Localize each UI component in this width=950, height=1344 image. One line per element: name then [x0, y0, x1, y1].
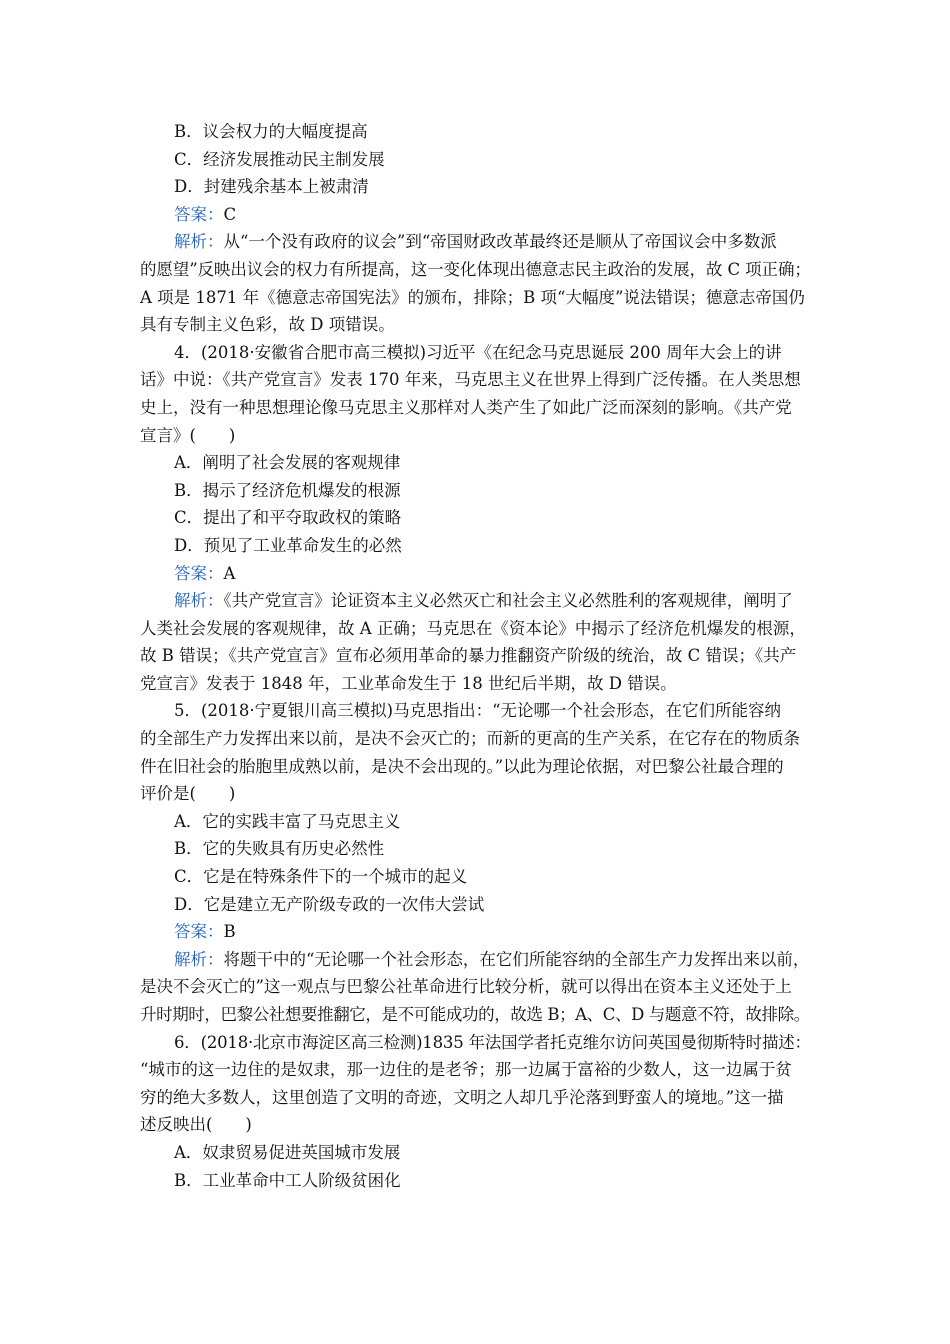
analysis-line-1	[140, 946, 812, 974]
analysis-line-1	[140, 228, 812, 256]
analysis-text: 从“一个没有政府的议会”到“帝国财政改革最终还是顺从了帝国议会中多数派	[223, 232, 777, 252]
answer-label: 答案：	[174, 204, 224, 224]
stem-line-3: 穷的绝大多数人，这里创造了文明的奇迹，文明之人却几乎沦落到野蛮人的境地。”这一描	[140, 1087, 784, 1107]
answer-line	[140, 560, 812, 588]
answer-label: 答案：	[174, 563, 224, 583]
question-5	[140, 697, 812, 1028]
answer-value: B	[223, 922, 236, 942]
question-6	[140, 1029, 812, 1195]
stem-line-1: 5．(2018·宁夏银川高三模拟)马克思指出：“无论哪一个社会形态，在它们所能容纳	[174, 701, 782, 721]
document-content	[140, 118, 812, 1194]
option-a: A．它的实践丰富了马克思主义	[174, 811, 401, 831]
question-3	[140, 118, 812, 339]
option-b: B．它的失败具有历史必然性	[174, 839, 385, 859]
analysis-label: 解析：	[174, 949, 224, 969]
option-d: D．预见了工业革命发生的必然	[174, 535, 402, 555]
option-c: C．经济发展推动民主制发展	[174, 149, 385, 169]
stem-line-2: 的全部生产力发挥出来以前，是决不会灭亡的；而新的更高的生产关系，在它存在的物质条	[140, 729, 800, 749]
option-d: D．它是建立无产阶级专政的一次伟大尝试	[174, 894, 485, 914]
stem-line-2: 话》中说：《共产党宣言》发表 170 年来，马克思主义在世界上得到广泛传播。在人类思想	[140, 370, 801, 390]
analysis-line-1	[140, 587, 812, 615]
analysis-label: 解析：	[174, 232, 224, 252]
answer-line	[140, 201, 812, 229]
stem-line-3: 史上，没有一种思想理论像马克思主义那样对人类产生了如此广泛而深刻的影响。《共产党	[140, 397, 792, 417]
stem-line-1: 4．(2018·安徽省合肥市高三模拟)习近平《在纪念马克思诞辰 200 周年大会上的讲	[174, 342, 782, 362]
option-a: A．奴隶贸易促进英国城市发展	[174, 1142, 401, 1162]
analysis-line-4: 党宣言》发表于 1848 年，工业革命发生于 18 世纪后半期，故 D 错误。	[140, 673, 677, 693]
option-b: B．工业革命中工人阶级贫困化	[174, 1170, 401, 1190]
question-4	[140, 339, 812, 698]
stem-line-4: 评价是( )	[140, 784, 236, 804]
analysis-text: 将题干中的“无论哪一个社会形态，在它们所能容纳的全部生产力发挥出来以前，	[223, 949, 810, 969]
option-c: C．它是在特殊条件下的一个城市的起义	[174, 867, 468, 887]
stem-line-4: 述反映出( )	[140, 1115, 252, 1135]
stem-line-3: 件在旧社会的胎胞里成熟以前，是决不会出现的。”以此为理论依据，对巴黎公社最合理的	[140, 756, 784, 776]
answer-value: A	[223, 563, 236, 583]
analysis-line-4: 具有专制主义色彩，故 D 项错误。	[140, 315, 395, 335]
option-b: B．议会权力的大幅度提高	[174, 122, 368, 141]
stem-line-2: “城市的这一边住的是奴隶，那一边住的是老爷；那一边属于富裕的少数人，这一边属于贫	[140, 1060, 792, 1080]
analysis-line-2: 是决不会灭亡的”这一观点与巴黎公社革命进行比较分析，就可以得出在资本主义还处于上	[140, 977, 792, 997]
stem-line-4: 宣言》( )	[140, 425, 236, 445]
stem-line-1: 6．(2018·北京市海淀区高三检测)1835 年法国学者托克维尔访问英国曼彻斯特时描述：	[174, 1032, 811, 1052]
answer-label: 答案：	[174, 922, 224, 942]
option-d: D．封建残余基本上被肃清	[174, 177, 369, 197]
analysis-label: 解析：	[174, 591, 224, 611]
answer-line	[140, 918, 812, 946]
analysis-line-2: 的愿望”反映出议会的权力有所提高，这一变化体现出德意志民主政治的发展，故 C 项正确；	[140, 259, 811, 279]
answer-value: C	[223, 204, 237, 224]
analysis-line-2: 人类社会发展的客观规律，故 A 正确；马克思在《资本论》中揭示了经济危机爆发的根源，	[140, 618, 806, 638]
option-c: C．提出了和平夺取政权的策略	[174, 508, 402, 528]
option-b: B．揭示了经济危机爆发的根源	[174, 480, 401, 500]
analysis-line-3: 升时期时，巴黎公社想要推翻它，是不可能成功的，故选 B；A、C、D 与题意不符，故排除。	[140, 1005, 810, 1024]
analysis-line-3: 故 B 错误；《共产党宣言》宣布必须用革命的暴力推翻资产阶级的统治，故 C 错误；《共产	[140, 646, 797, 666]
option-a: A．阐明了社会发展的客观规律	[174, 453, 401, 473]
analysis-text: 《共产党宣言》论证资本主义必然灭亡和社会主义必然胜利的客观规律，阐明了	[223, 591, 793, 611]
analysis-line-3: A 项是 1871 年《德意志帝国宪法》的颁布，排除；B 项“大幅度”说法错误；德意志帝国仍	[140, 287, 805, 307]
